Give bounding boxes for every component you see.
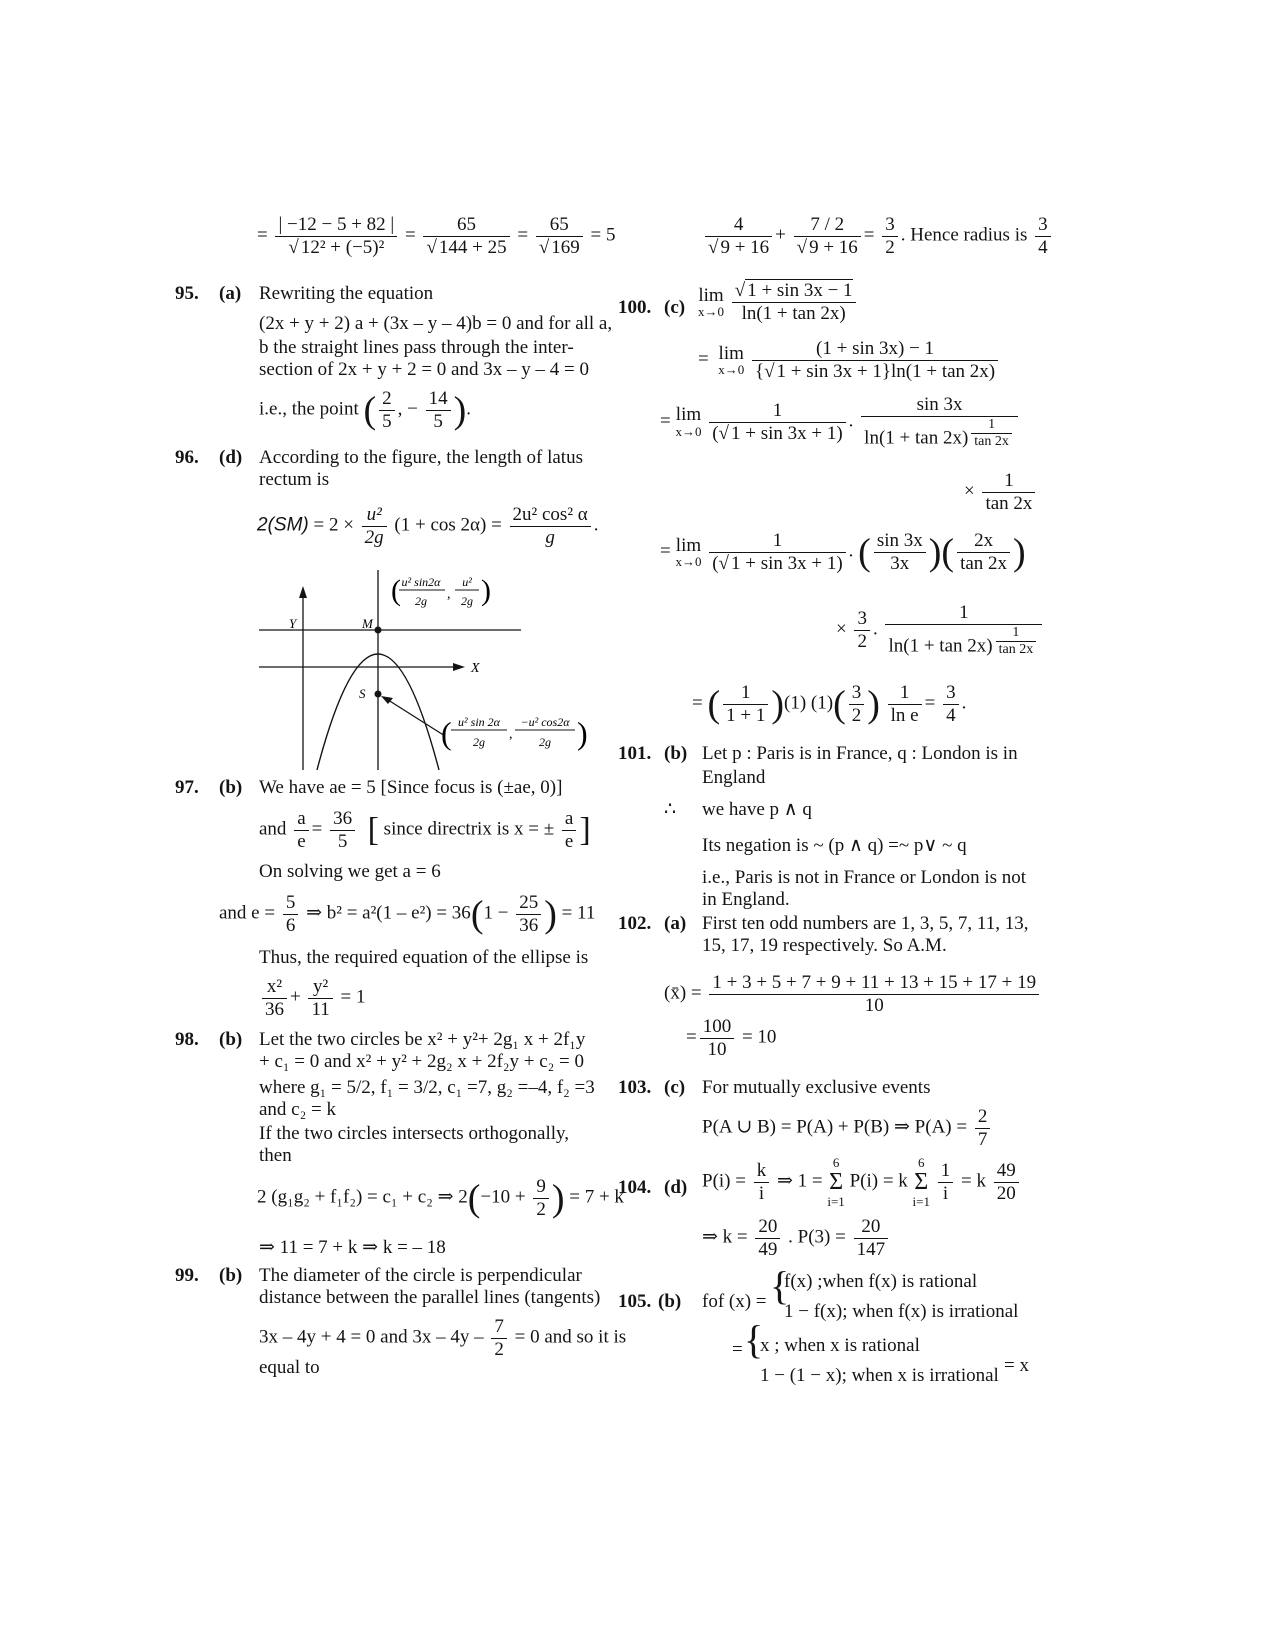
fraction: $\frac{\sin 3x}{3x}$ (874, 530, 926, 575)
svg-text:,: , (447, 587, 451, 602)
limit-operator: lim x→0 (718, 342, 745, 378)
answer-option: (c) (664, 1077, 686, 1098)
fraction (536, 214, 583, 259)
answer-text: and c₂ = k (259, 1099, 336, 1120)
limit-step-1 (698, 280, 859, 325)
result: = 10 (741, 1026, 777, 1048)
fraction (275, 214, 397, 259)
fraction: $\frac{1}{1 + 1}$ (723, 682, 768, 727)
fraction: $\frac{a}{e}$ (294, 808, 308, 853)
answer-text: Rewriting the equation (259, 283, 434, 304)
m-coordinates (391, 574, 491, 608)
radius-equation: $\frac{4}{√ 9 + 16}$ + $\frac{7 / 2}{√ 9 + 16}$ = $\frac{3}{2}$ . Hence radius is $\frac{3}{4}$ (702, 214, 1054, 259)
label: i.e., the point (259, 398, 359, 420)
fraction: $\frac{2}{5}$ (379, 388, 395, 433)
expression: P(A ∪ B) = P(A) + P(B) ⇒ P(A) = (702, 1116, 968, 1138)
answer-text: (2x + y + 2) a + (3x – y – 4)b = 0 and for all a, (259, 313, 613, 334)
q94-continuation: = $\frac{| -12 - 5 + 82 |}{\text{√ 12² + (−5)²}}$ = $\frac{65}{√ 144 + 25}$ = $\frac{65}{√ 169}$ = 5 (257, 214, 616, 258)
fraction: $\frac{k}{i}$ (754, 1160, 770, 1205)
answer-text: According to the figure, the length of latus (259, 447, 583, 468)
svg-text:−u² cos2α: −u² cos2α (520, 715, 570, 729)
operator: = 2 × (313, 514, 354, 536)
denominator: √ 169 (536, 236, 583, 259)
fraction: $\frac{7}{2}$ (491, 1316, 507, 1361)
expression: −10 + (480, 1186, 526, 1208)
answer-text: then (259, 1145, 292, 1166)
svg-text:,: , (509, 727, 513, 742)
answer-option: (b) (664, 743, 688, 764)
expression: = k (960, 1170, 986, 1192)
fraction: sin 3x ln(1 + tan 2x) $^{\frac{1}{\tan 2x}}$ (861, 394, 1018, 450)
fraction: $\frac{3}{4}$ (1035, 214, 1051, 259)
limit-step-3b: × $\frac{1}{\tan 2x}$ (964, 470, 1038, 515)
x-axis-arrow (453, 663, 465, 671)
directrix-equation: and $\frac{a}{e}$ = $\frac{36}{5}$ [ since directrix is x = ± $\frac{a}{e}$ ] (259, 808, 591, 852)
limit-operator: lim x→0 (698, 284, 724, 320)
answer-text: 15, 17, 19 respectively. So A.M. (702, 935, 947, 956)
answer-text: i.e., Paris is not in France or London is not (702, 867, 1027, 888)
fraction: $\frac{2x}{\tan 2x}$ (957, 530, 1010, 575)
equals-sign: = (732, 1339, 743, 1360)
fraction: $\frac{4}{√ 9 + 16}$ (705, 214, 772, 259)
answer-text: Thus, the required equation of the ellipse is (259, 947, 589, 968)
operator: (1 + cos 2α) = (394, 514, 502, 536)
fraction: $\frac{25}{36}$ (516, 892, 541, 937)
limit-step-4b: × $\frac{3}{2}$ . 1 ln(1 + tan 2x) $^{\frac{1}{\tan 2x}}$ (836, 602, 1045, 658)
svg-text:2g: 2g (473, 735, 485, 749)
answer-option: (b) (219, 1265, 243, 1286)
case-line: x ; when x is rational (760, 1335, 920, 1356)
answer-text: Let the two circles be x² + y²+ 2g₁ x + 2f₁y (259, 1029, 586, 1050)
label-x: X (471, 661, 480, 676)
fraction: $\frac{20}{49}$ (755, 1216, 780, 1261)
question-number: 99. (175, 1265, 199, 1286)
numerator: 65 (549, 214, 569, 235)
expression: 2 (g₁g₂ + f₁f₂) = c₁ + c₂ ⇒ 2 (257, 1186, 468, 1208)
denominator: √ 12² + (−5)² (275, 236, 397, 259)
label: and e = (219, 902, 276, 924)
answer-text: where g₁ = 5/2, f₁ = 3/2, c₁ =7, g₂ =–4, f₂ =3 (259, 1077, 595, 1098)
fraction: $\frac{9}{2}$ (533, 1176, 549, 1221)
expression: (1) (1) (784, 692, 834, 714)
svg-text:): ) (577, 715, 588, 751)
brace-symbol: { (770, 1263, 790, 1308)
pointer-arrow-head (381, 696, 393, 704)
expression: P(i) = (702, 1170, 746, 1192)
fraction: $\frac{1}{(√ 1 + \sin 3x + 1)}$ (709, 530, 845, 575)
y-axis-arrow (299, 586, 307, 598)
fraction: $\frac{20}{147}$ (854, 1216, 889, 1261)
answer-option: (b) (658, 1291, 682, 1312)
k-value-equation (702, 1216, 891, 1261)
lhs: 2(SM) (257, 514, 309, 536)
fraction: $\frac{7 / 2}{√ 9 + 16}$ (794, 214, 861, 259)
expression: ⇒ k = (702, 1226, 748, 1248)
mean-equation (664, 972, 1042, 1017)
probability-equation (702, 1106, 993, 1151)
svg-text:u² sin2α: u² sin2α (401, 575, 441, 589)
question-number: 96. (175, 447, 199, 468)
answer-option: (d) (219, 447, 243, 468)
parallel-lines-equation (259, 1316, 626, 1361)
fraction: $\frac{\text{u²}}{2g}$ (362, 504, 387, 549)
answer-text: On solving we get a = 6 (259, 861, 441, 882)
s-coordinates (441, 715, 588, 751)
svg-text:u²: u² (462, 575, 472, 589)
answer-option: (d) (664, 1177, 688, 1198)
ellipse-equation: $\frac{\text{x²}}{36}$ + $\frac{\text{y²}}{11}$ = 1 (259, 976, 365, 1021)
answer-text: First ten odd numbers are 1, 3, 5, 7, 11, 13, (702, 913, 1029, 934)
limit-step-4: = lim x→0 $\frac{1}{(√ 1 + \sin 3x + 1)}$ . ( $\frac{\sin 3x}{3x}$ )( $\frac{2x}{\tan 2x}$ ) (660, 530, 1026, 574)
fraction: $\frac{1 + 3 + 5 + 7 + 9 + 11 + 13 + 15 + 17 + 19}{10}$ (709, 972, 1039, 1017)
limit-operator: lim x→0 (675, 534, 702, 570)
svg-text:): ) (481, 574, 491, 607)
fraction: $\frac{(1 + \sin 3x) - 1}{\{√ 1 + \sin 3x + 1\}\ln(1 + \tan 2x)}$ (752, 338, 998, 383)
case-line: 1 − f(x); when f(x) is irrational (784, 1301, 1019, 1322)
answer-option: (a) (664, 913, 687, 934)
fof-label: fof (x) = (702, 1291, 767, 1312)
fraction: $\frac{3}{2}$ (854, 608, 870, 653)
label-s: S (359, 686, 366, 701)
result: = 11 (561, 902, 596, 924)
answer-text: b the straight lines pass through the inter- (259, 337, 574, 358)
pointer-arrow (385, 698, 445, 736)
svg-text:2g: 2g (539, 735, 551, 749)
question-number: 105. (618, 1291, 652, 1312)
answer-text: rectum is (259, 469, 330, 490)
fraction: $\frac{3}{2}$ (849, 682, 865, 727)
probability-sum-equation (702, 1156, 1022, 1208)
expression: ⇒ b² = a²(1 – e²) = 36 (306, 902, 471, 924)
fraction: $\frac{a}{e}$ (562, 808, 576, 853)
answer-text: The diameter of the circle is perpendicular (259, 1265, 582, 1286)
expression: = k (882, 1170, 908, 1192)
denominator: √ 144 + 25 (423, 236, 509, 259)
fraction: $\frac{\text{y²}}{11}$ (308, 976, 332, 1021)
fraction: $\frac{2}{7}$ (975, 1106, 991, 1151)
fraction: $\frac{\text{x²}}{36}$ (262, 976, 287, 1021)
answer-text: Let p : Paris is in France, q : London is in (702, 743, 1018, 764)
expression: . P(3) = (788, 1226, 846, 1248)
answer-text: + c₁ = 0 and x² + y² + 2g₂ x + 2f₂y + c₂ = 0 (259, 1051, 585, 1072)
fraction: $\frac{1}{i}$ (938, 1160, 954, 1205)
fraction: $\frac{100}{10}$ (700, 1016, 735, 1061)
answer-text: distance between the parallel lines (tangents) (259, 1287, 601, 1308)
answer-option: (b) (219, 1029, 243, 1050)
fraction: $\frac{49}{20}$ (994, 1160, 1019, 1205)
point-m (375, 627, 382, 634)
mean-result: = $\frac{100}{10}$ = 10 (686, 1016, 777, 1060)
answer-option: (b) (219, 777, 243, 798)
answer-option: (a) (219, 283, 242, 304)
limit-step-2: = lim x→0 $\frac{(1 + \sin 3x) - 1}{\{√ 1 + \sin 3x + 1\}\ln(1 + \tan 2x)}$ (698, 338, 1001, 383)
result: = 1 (340, 986, 366, 1008)
expression: = 0 and so it is (514, 1326, 627, 1348)
label-y: Y (289, 616, 297, 631)
svg-text:u² sin 2α: u² sin 2α (458, 715, 500, 729)
limit-operator: lim x→0 (675, 404, 702, 440)
fraction: $\frac{14}{5}$ (426, 388, 451, 433)
svg-text:(: ( (391, 574, 401, 607)
focus-point-s (375, 691, 382, 698)
eccentricity-equation: and e = $\frac{5}{6}$ ⇒ b² = a²(1 – e²) = 36(1 − $\frac{25}{36}$ ) = 11 (219, 892, 596, 936)
svg-text:2g: 2g (461, 594, 473, 608)
fraction: $\frac{1}{\text{ln e}}$ (888, 682, 922, 727)
fraction (423, 214, 509, 259)
answer-text: For mutually exclusive events (702, 1077, 931, 1098)
result: = 5 (590, 224, 616, 246)
result: = x (1004, 1355, 1029, 1376)
brace-symbol: { (744, 1317, 764, 1362)
numerator: 65 (457, 214, 477, 235)
limit-step-3: = lim x→0 $\frac{1}{(√ 1 + \sin 3x + 1)}$ . sin 3x ln(1 + tan 2x) $^{\frac{1}{\tan 2x}}$ (660, 394, 1021, 450)
answer-text: in England. (702, 889, 790, 910)
result: = 7 + k (569, 1186, 624, 1208)
answer-text: we have p ∧ q (702, 799, 812, 820)
directrix-text: since directrix is x = ± (383, 818, 555, 840)
question-number: 97. (175, 777, 199, 798)
question-number: 95. (175, 283, 199, 304)
word: and (259, 818, 287, 840)
label: (x̄) = (664, 982, 702, 1004)
fraction: $\frac{5}{6}$ (283, 892, 299, 937)
expression: 3x – 4y + 4 = 0 and 3x – 4y – (259, 1326, 484, 1348)
limit-result: = ( $\frac{1}{1 + 1}$ )(1) (1)( $\frac{3}{2}$ ) $\frac{1}{\text{ln e}}$ = $\frac{3}{4}$ . (692, 682, 967, 726)
case-line: 1 − (1 − x); when x is irrational (760, 1365, 999, 1386)
therefore-symbol: ∴ (664, 799, 677, 820)
expression: P(i) (849, 1170, 879, 1192)
answer-option: (c) (664, 297, 686, 318)
fraction: $\frac{3}{2}$ (882, 214, 898, 259)
summation: 6 Σ i=1 (827, 1155, 845, 1209)
svg-text:2g: 2g (415, 594, 427, 608)
question-number: 102. (618, 913, 652, 934)
question-number: 103. (618, 1077, 652, 1098)
orthogonal-condition: 2 (g₁g₂ + f₁f₂) = c₁ + c₂ ⇒ 2(−10 + $\frac{9}{2}$ ) = 7 + k (257, 1176, 624, 1220)
label-m: M (362, 616, 373, 631)
fraction: $\frac{\text{2u² cos² α}}{g}$ (510, 504, 591, 549)
summation: 6 Σ i=1 (912, 1155, 930, 1209)
fraction: 1 ln(1 + tan 2x) $^{\frac{1}{\tan 2x}}$ (885, 602, 1042, 658)
latus-rectum-equation: 2(SM) = 2 × $\frac{\text{u²}}{2g}$ (1 + cos 2α) = $\frac{\text{2u² cos² α}}{g}$ . (257, 504, 599, 548)
question-number: 104. (618, 1177, 652, 1198)
question-number: 100. (618, 297, 652, 318)
answer-text: England (702, 767, 766, 788)
answer-text: We have ae = 5 [Since focus is (±ae, 0)] (259, 777, 563, 798)
case-line: f(x) ;when f(x) is rational (784, 1271, 978, 1292)
fraction: $\frac{1}{\tan 2x}$ (982, 470, 1035, 515)
question-number: 98. (175, 1029, 199, 1050)
expression: ⇒ 1 = (776, 1170, 823, 1192)
answer-text: ⇒ 11 = 7 + k ⇒ k = – 18 (259, 1237, 446, 1258)
answer-text: Its negation is ~ (p ∧ q) =~ p∨ ~ q (702, 835, 967, 856)
answer-text: section of 2x + y + 2 = 0 and 3x – y – 4 = 0 (259, 359, 589, 380)
projectile-parabola-figure (255, 564, 600, 772)
question-number: 101. (618, 743, 652, 764)
point-expression: i.e., the point ( $\frac{2}{5}$ , − $\frac{14}{5}$ ). (259, 388, 472, 432)
answer-text: If the two circles intersects orthogonally, (259, 1123, 570, 1144)
text: . Hence radius is (900, 224, 1028, 246)
fraction: $\frac{3}{4}$ (943, 682, 959, 727)
svg-text:(: ( (441, 715, 452, 751)
fraction: $\frac{36}{5}$ (330, 808, 355, 853)
fraction: $\frac{1}{(√ 1 + \sin 3x + 1)}$ (709, 400, 845, 445)
answer-text: equal to (259, 1357, 320, 1378)
numerator: | −12 − 5 + 82 | (278, 214, 395, 235)
fraction: $\frac{√ 1 + \sin 3x - 1}{\ln(1 + \tan 2x)}$ (732, 280, 856, 325)
